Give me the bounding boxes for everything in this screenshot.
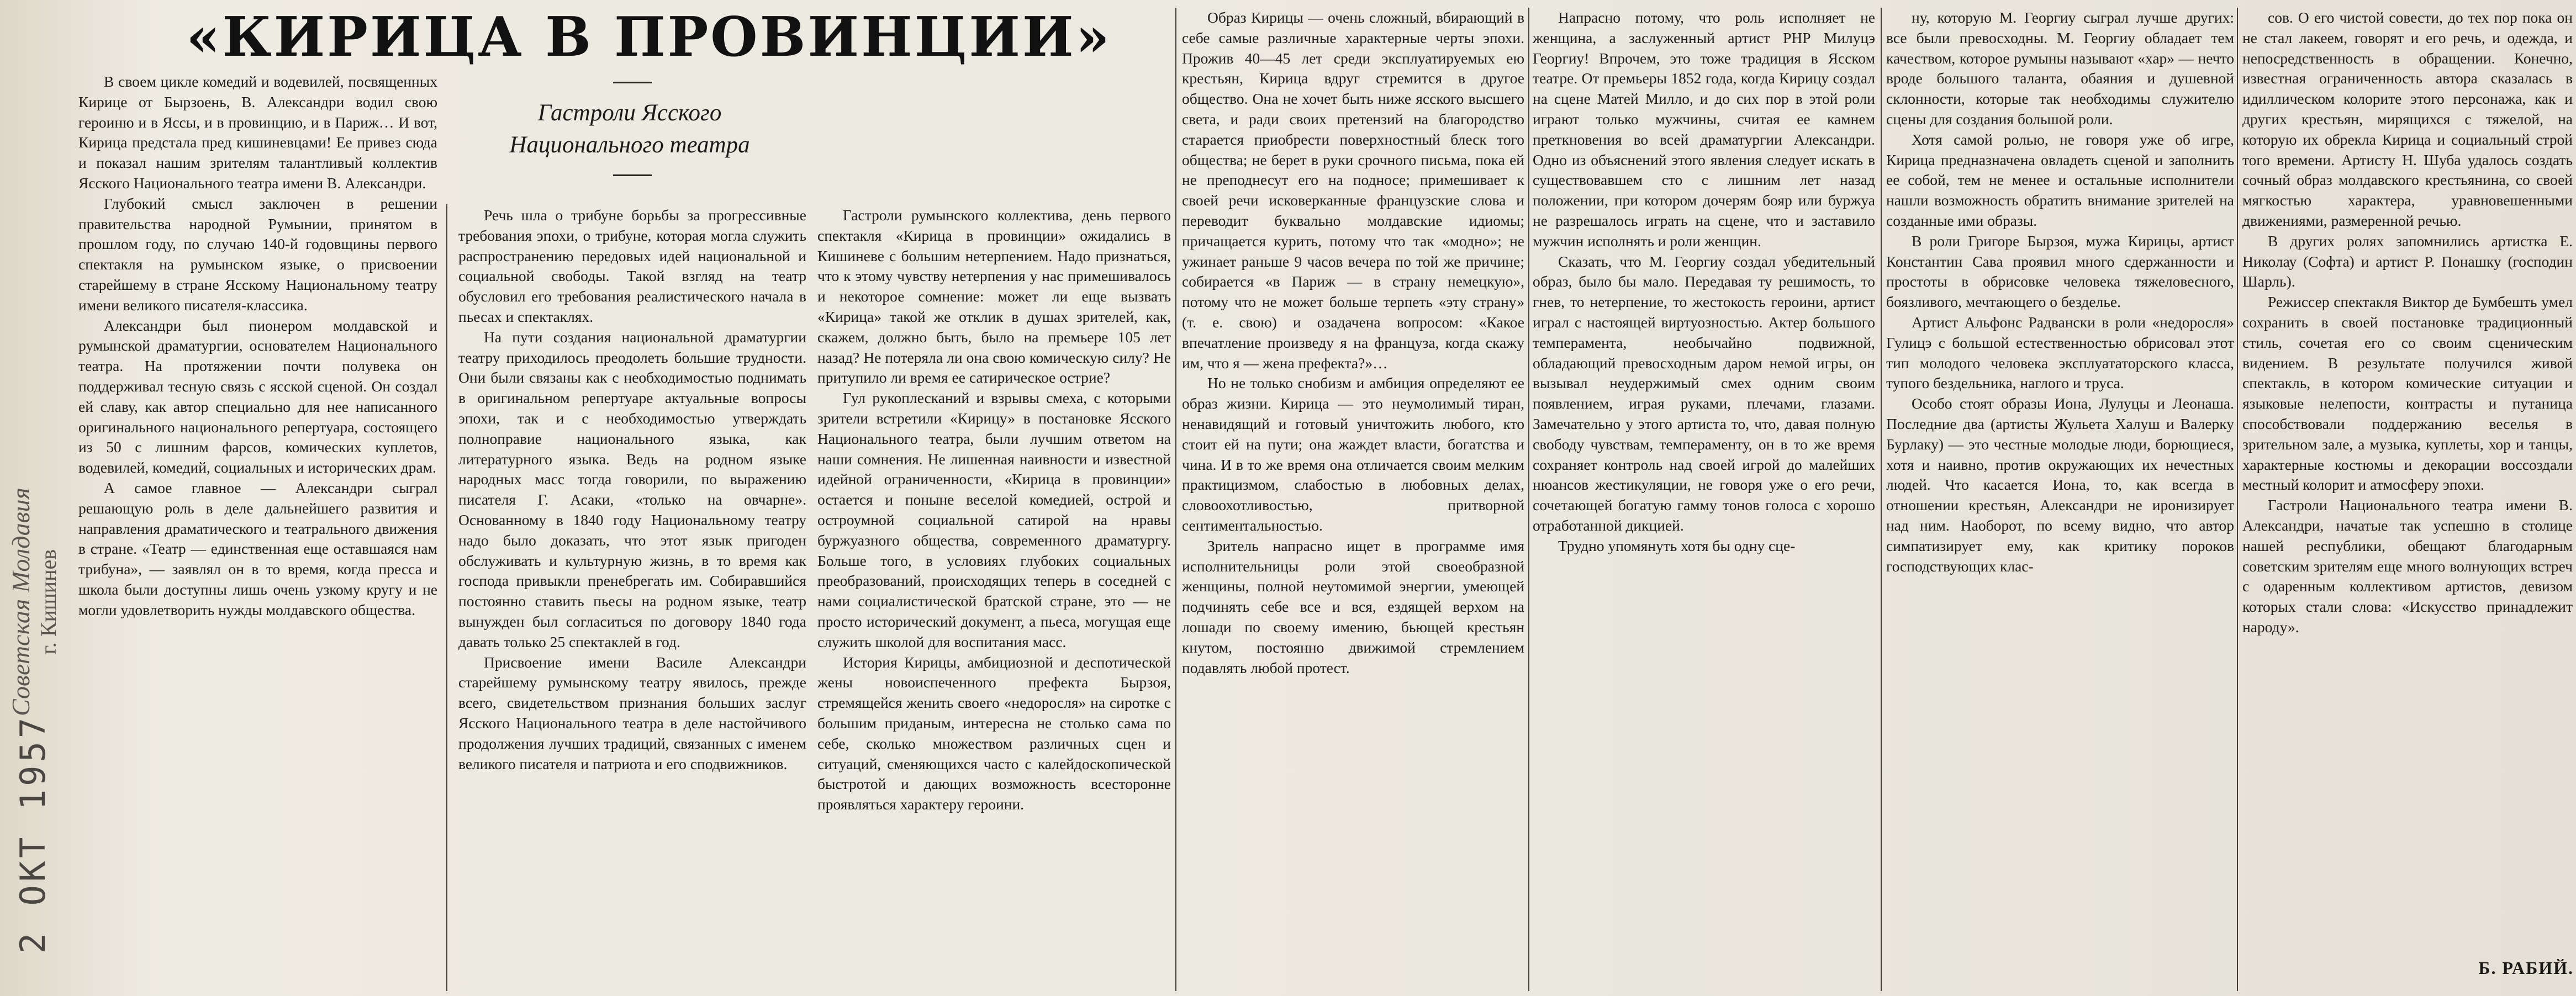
paragraph: В своем цикле комедий и водевилей, посвященных Кирице от Бырзоень, В. Александри водил свою героиню и в Яссы, и в провинцию, и в Париж… И вот, Кирица предстала пред кишиневцами! Ее привез сюда и показал нашим зрителям талантливый коллектив Ясского Национального театра имени В. Александри. [78,73,437,192]
paragraph: Но не только снобизм и амбиция определяют ее образ жизни. Кирица — это неумолимый тиран, ненавидящий и готовый уничтожить любого, кто стоит ей на пути; она жаждет власти, богатства и чина. И в то же время она отличается своим мелким практицизмом, слабостью в любовных делах, словоохотливостью, притворной сентиментальностью. [1182,374,1524,534]
subtitle-rule-bottom [613,174,652,176]
paragraph: Хотя самой ролью, не говоря уже об игре, Кирица предназначена овладеть сценой и заполнить ее собой, тем не менее и остальные исполнители нашли возможность обратить внимание зрителей на созданные ими образы. [1886,130,2234,229]
paragraph: Александри был пионером молдавской и румынской драматургии, основателем Национального театра. На протяжении почти полувека он поддерживал тесную связь с ясской сценой. Он создал ей славу, как автор специально для нее написанного оригинального национального репертуара, состоящего из 50 с лишним фарсов, комических куплетов, водевилей, комедий, социальных и исторических драм. [78,316,437,476]
article-subtitle: Гастроли Ясского Национального театра [509,100,750,158]
paragraph: сов. О его чистой совести, до тех пор пока он не стал лакеем, говорят и его речь, и одежда, и непосредственность в обращении. Конечно, известная ограниченность автора сказалась в идиллическом колорите этого персонажа, как и других крестьян, мирящихся с тяжелой, на которую их обрекла Кирица и социальный строй того времени. Артисту Н. Шуба удалось создать сочный образ молдавского крестьянина, со своей мягкостью характера, уравновешенными движениями, размеренной речью. [2242,9,2573,229]
text-column-5 [1533,8,1875,991]
article-author: Б. РАБИЙ. [2478,958,2574,978]
text-column-1 [78,72,437,991]
paragraph: Особо стоят образы Иона, Лулуцы и Леонаша. Последние два (артисты Жульета Халуш и Валерку Бурлаку) — это честные молодые люди, борющиеся, хотя и наивно, против окружающих их нечестных людей. Что касается Иона, то, как всегда в отношении крестьян, Александри не иронизирует над ним. Наоборот, по всему видно, что автор симпатизирует ему, как критику пороков господствующих клас- [1886,395,2234,575]
paragraph: Сказать, что М. Георгиу создал убедительный образ, было бы мало. Передавая ту решимость, то гнев, то нетерпение, то жестокость героини, артист играл с настоящей виртуозностью. Актер большого темперамента, необычайно подвижной, обладающий превосходным даром немой игры, он вызывал неудержимый смех одним своим появлением, играя руками, плечами, глазами. Замечательно у этого артиста то, что, давая полную свободу чувствам, темпераменту, он в то же время сохраняет контроль над своей игрой до малейших нюансов жестикуляции, не говоря уже о его речи, сочетающей богатую гамму тонов голоса с хорошо отработанной дикцией. [1533,252,1875,534]
paragraph: Зритель напрасно ищет в программе имя исполнительницы роли этой своеобразной женщины, полной неутомимой энергии, умеющей подчинять себе все и вся, ездящей верхом на лошади по своему имению, бьющей крестьян кнутом, постоянно движимой стремлением подавлять любой протест. [1182,537,1524,676]
paragraph: Гастроли румынского коллектива, день первого спектакля «Кирица в провинции» ожидались в Кишиневе с большим нетерпением. Надо признаться, что к этому чувству нетерпения у нас примешивалось и некоторое сомнение: может ли еще вызвать «Кирица» такой же отклик в душах зрителей, как, скажем, должно быть, было на премьере 105 лет назад? Не потеряла ли она свою комическую силу? Не притупило ли время ее сатирическое острие? [817,206,1171,386]
stamp-date-text: 2 ОКТ 1957 [13,714,54,953]
column-divider [1175,8,1176,991]
text-column-3 [817,205,1171,991]
text-column-7 [2242,8,2573,955]
paragraph: Речь шла о трибуне борьбы за прогрессивные требования эпохи, о трибуне, которая могла служить распространению передовых идей национальной и социальной свободы. Такой взгляд на театр обусловил его требования реалистического начала в пьесах и спектаклях. [458,206,806,325]
paragraph: Трудно упомянуть хотя бы одну сце- [1558,537,1796,554]
subtitle-rule-top [613,82,652,83]
stamp-city: г. Кишинев [36,549,61,655]
paragraph: Режиссер спектакля Виктор де Бумбешть умел сохранить в своей постановке традиционный стиль, сочетая его со своим сценическим видением. В результате получился живой спектакль, в котором комические ситуации и языковые нелепости, контрасты и путаница способствовали поддержанию веселья в зрительном зале, а музыка, куплеты, хор и танцы, характерные костюмы и декорации воссоздали местный колорит и атмосферу эпохи. [2242,293,2573,494]
column-divider [2237,8,2238,991]
column-divider [1881,8,1882,991]
article-title: «КИРИЦА В ПРОВИНЦИИ» [186,6,1112,69]
paragraph: Глубокий смысл заключен в решении правительства народной Румынии, принятом в прошлом году, по случаю 140-й годовщины первого спектакля на румынском языке, о присвоении старейшему в стране Ясскому Национальному театру имени великого писателя-классика. [78,194,437,314]
stamp-paper-name: Советская Молдавия [7,488,35,716]
paragraph: История Кирицы, амбициозной и деспотической жены новоиспеченного префекта Бырзоя, стремящейся женить своего «недоросля» на сиротке с большим приданым, интересна не столько сама по себе, сколько множеством различных сцен и ситуаций, сменяющихся часто с калейдоскопической быстротой и дающих возможность всесторонне проявляться характеру героини. [817,653,1171,813]
paragraph: В роли Григоре Бырзоя, мужа Кирицы, артист Константин Сава проявил много сдержанности и простоты в обрисовке человека тяжеловесного, боязливого, мечтающего о безделье. [1886,232,2234,311]
text-column-2 [458,205,806,991]
paragraph: Образ Кирицы — очень сложный, вбирающий в себе самые различные характерные черты эпохи. Прожив 40—45 лет среди эксплуатируемых ею крестьян, Кирица вдруг стремится в другое общество. Она не хочет быть ниже ясского высшего света, и ради своих претензий на благородство старается приобрести поверхностный блеск того общества; не берет в руки срочного письма, пока ей не преподнесут его на подносе; примешивает к своей речи исковерканные французские слова и переводит буквально молдавские идиомы; причащается курить, потому что так «модно»; не ужинает раньше 9 часов вечера по той же причине; собирается «в Париж — в страну немецкую», потому что не может больше терпеть «эту страну» (т. е. свою) и озадачена вопросом: «Какое впечатление произведу я на француза, когда скажу им, что я — жена префекта?»… [1182,9,1524,372]
paragraph: Артист Альфонс Радвански в роли «недоросля» Гулицэ с большой естественностью обрисовал этот тип молодого человека эксплуататорского класса, тупого бездельника, наглого и труса. [1886,313,2234,392]
paragraph: ну, которую М. Георгиу сыграл лучше других: все были превосходны. М. Георгиу обладает тем качеством, которое румыны называют «хар» — нечто вроде большого таланта, обаяния и душевной склонности, которые так необходимы служителю сцены для создания большой роли. [1886,9,2234,128]
paragraph: На пути создания национальной драматургии театру приходилось преодолеть большие трудности. Они были связаны как с необходимостью поднимать в оригинальном репертуаре актуальные вопросы эпохи, так и с необходимостью утверждать полноправие национального языка, как литературного языка. Ведь на родном языке народных масс тогда говорили, по выражению писателя Г. Асаки, «только на овчарне». Основанному в 1840 году Национальному театру надо было доказать, что этот язык пригоден обслуживать и культурную жизнь, в то время как господа привыкли пренебрегать им. Собиравшийся постоянно ставить пьесы на родном языке, театр вынужден был согласиться по договору 1840 года давать только 25 спектаклей в год. [458,328,806,650]
paragraph: А самое главное — Александри сыграл решающую роль в деле дальнейшего развития и направления драматического и театрального движения в стране. «Театр — единственная еще оставшаяся нам трибуна», — заявлял он в то время, когда пресса и школа были доступны лишь очень узкому кругу и не могли удовлетворить нужды молдавского общества. [78,479,437,618]
stamp-date [11,679,55,988]
paragraph: В других ролях запомнились артистка Е. Николау (Софта) и артист Р. Понашку (господин Шарль). [2242,232,2573,290]
paragraph: Напрасно потому, что роль исполняет не женщина, а заслуженный артист РНР Милуцэ Георгиу! Впрочем, это тоже традиция в Ясском театре. От премьеры 1852 года, когда Кирицу создал на сцене Матей Милло, и до сих пор в этой роли играют только мужчины, считая ее камнем преткновения во всей драматургии Александри. Одно из объяснений этого явления следует искать в существовавшем сто с лишним лет назад положении, при котором дочерям бояр или буржуа не разрешалось играть на сцене, что и заставило мужчин исполнять и роли женщин. [1533,9,1875,250]
text-column-6 [1886,8,2234,991]
paragraph: Гул рукоплесканий и взрывы смеха, с которыми зрители встретили «Кирицу» в постановке Ясского Национального театра, были лучшим ответом на наши сомнения. Не лишенная наивности и известной идейной ограниченности, «Кирица в провинции» остается и поныне веселой комедией, острой и остроумной социальной сатирой на нравы буржуазного общества, современного драматургу. Больше того, в условиях глубоких социальных преобразований, происходящих теперь в соседней с нами социалистической братской стране, это — не просто исторический документ, а пьеса, могущая еще служить школой для воспитания масс. [817,389,1171,650]
paragraph: Присвоение имени Василе Александри старейшему румынскому театру явилось, прежде всего, свидетельством признания больших заслуг Ясского Национального театра в деле настойчивого продолжения лучших традиций, связанных с именем великого писателя и патриота и его сподвижников. [458,653,806,772]
text-column-4 [1182,8,1524,991]
column-divider [1528,8,1529,991]
column-divider [446,204,447,991]
paragraph: Гастроли Национального театра имени В. Александри, начатые так успешно в столице нашей республики, обещают благодарным советским зрителям еще много волнующих встреч с одаренным коллективом артистов, девизом которых стали слова: «Искусство принадлежит народу». [2242,496,2573,635]
